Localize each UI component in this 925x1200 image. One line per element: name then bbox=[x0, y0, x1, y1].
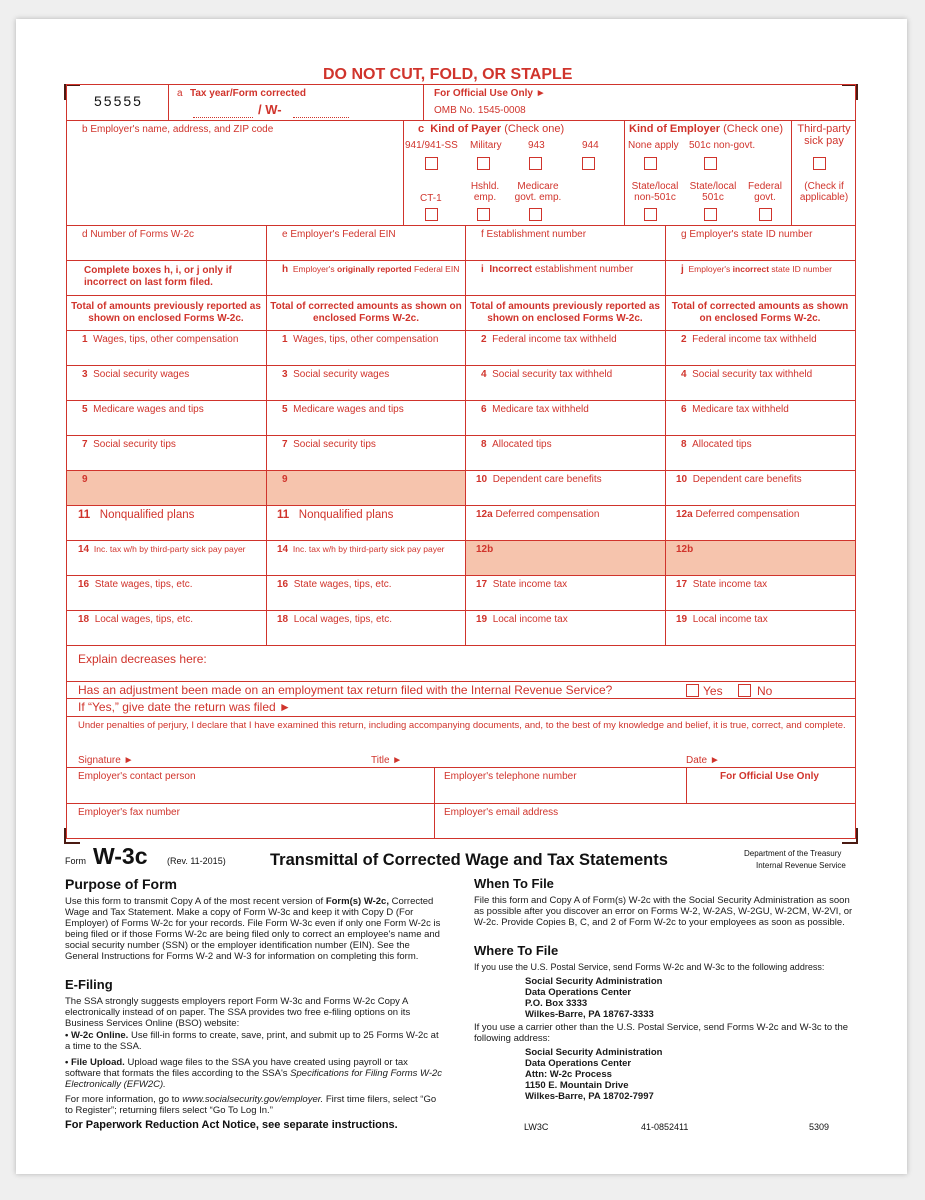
box-17-label bbox=[676, 579, 767, 590]
box-2-label bbox=[481, 334, 617, 345]
box-14-label bbox=[277, 544, 445, 555]
box-3-label bbox=[82, 369, 189, 380]
when-to-file-text: File this form and Copy A of Form(s) W-2c with the Social Security Administration as soon as possible after you discover an error on Forms W-2, W-2AS, W-2GU, W-2CM, W-2VI, or W-2c. Provide Copies B, C, and 2 of Form W-2c to your employees as soon as possible. bbox=[474, 895, 853, 928]
tax-year-dots bbox=[193, 117, 253, 118]
totals-previous-header: Total of amounts previously reported as shown on enclosed Forms W-2c. bbox=[71, 301, 261, 324]
box-3-text: Social security wages bbox=[293, 369, 390, 380]
efiling-more-info bbox=[65, 1094, 443, 1116]
box-12b-label bbox=[476, 544, 493, 555]
totals-previous-header: Total of amounts previously reported as shown on enclosed Forms W-2c. bbox=[470, 301, 660, 324]
box-11-number: 11 bbox=[78, 509, 91, 521]
carrier-instructions: If you use a carrier other than the U.S. Postal Service, send Forms W-2c and W-3c to the following address: bbox=[474, 1022, 849, 1044]
box-2-number: 2 bbox=[681, 334, 687, 345]
box-12a-text: Deferred compensation bbox=[495, 509, 600, 520]
dept-irs: Internal Revenue Service bbox=[756, 861, 846, 870]
box-18-label bbox=[277, 614, 392, 625]
box-2-label bbox=[681, 334, 817, 345]
yes-label: Yes bbox=[703, 684, 723, 698]
box-2-number: 2 bbox=[481, 334, 487, 345]
kind-of-employer-title: Kind of Employer bbox=[629, 123, 721, 135]
purpose-text-b: Corrected Wage and Tax Statement. Make a copy of Form W-3c and keep it with Copy D (For Employer) of Forms W-2c for your records. File Form W-3c even if only one Form W-2c is being filed or if those Forms W-2c are being filed only to correct an employee's name and social security number (SSN) or the employer identification number (EIN). See the General Instructions for Forms W-2 and W-3 for information on completing this form. bbox=[65, 896, 441, 962]
address-line: Wilkes-Barre, PA 18702-7997 bbox=[525, 1091, 654, 1102]
form-code: 55555 bbox=[94, 93, 143, 109]
box-9-shaded bbox=[67, 471, 266, 505]
contact-person-field[interactable] bbox=[70, 784, 430, 802]
payer-option-label: Medicare govt. emp. bbox=[514, 181, 562, 203]
payer-military-checkbox[interactable] bbox=[477, 157, 490, 170]
payer-option-label: Military bbox=[470, 140, 502, 151]
address-line: 1150 E. Mountain Drive bbox=[525, 1080, 629, 1091]
box-7-number: 7 bbox=[282, 439, 288, 450]
third-party-title: Third-party sick pay bbox=[797, 123, 851, 147]
box-9-label bbox=[282, 474, 288, 485]
box-9-number: 9 bbox=[82, 474, 88, 485]
box-19-text: Local income tax bbox=[492, 614, 568, 625]
box-18-number: 18 bbox=[78, 614, 90, 625]
box-g-label: g Employer's state ID number bbox=[681, 229, 813, 240]
payer-option-label: Hshld. emp. bbox=[470, 181, 500, 203]
usps-address bbox=[525, 976, 662, 1020]
address-line: P.O. Box 3333 bbox=[525, 998, 588, 1009]
efiling-heading: E-Filing bbox=[65, 977, 113, 992]
box-10-number: 10 bbox=[476, 474, 488, 485]
payer-option-label: 943 bbox=[528, 140, 545, 151]
box-4-number: 4 bbox=[481, 369, 487, 380]
totals-corrected-header: Total of corrected amounts as shown on enclosed Forms W-2c. bbox=[671, 301, 849, 324]
title-label: Title ► bbox=[371, 755, 403, 766]
box-10-number: 10 bbox=[676, 474, 688, 485]
email-label: Employer's email address bbox=[444, 807, 559, 818]
box-16-number: 16 bbox=[277, 579, 289, 590]
box-f-label: f Establishment number bbox=[481, 229, 587, 240]
employer-state-non501c-checkbox[interactable] bbox=[644, 208, 657, 221]
box-11-text: Nonqualified plans bbox=[298, 509, 394, 521]
purpose-text bbox=[65, 896, 443, 962]
kind-of-payer-title: Kind of Payer bbox=[430, 123, 502, 135]
box-h-tail: Federal EIN bbox=[414, 264, 460, 274]
form-word: Form bbox=[65, 856, 86, 866]
date-label: Date ► bbox=[686, 755, 720, 766]
usps-instructions: If you use the U.S. Postal Service, send Forms W-2c and W-3c to the following address: bbox=[474, 962, 825, 972]
box-8-number: 8 bbox=[681, 439, 687, 450]
carrier-address bbox=[525, 1047, 662, 1102]
box-2-text: Federal income tax withheld bbox=[492, 334, 617, 345]
box-18-text: Local wages, tips, etc. bbox=[293, 614, 393, 625]
kind-of-payer-heading bbox=[418, 123, 564, 135]
adjustment-yes-checkbox[interactable] bbox=[686, 684, 699, 697]
box-3-number: 3 bbox=[282, 369, 288, 380]
box-5-label bbox=[82, 404, 204, 415]
kind-of-employer-heading bbox=[629, 123, 783, 135]
box-3-text: Social security wages bbox=[93, 369, 190, 380]
payer-medicare-checkbox[interactable] bbox=[529, 208, 542, 221]
box-h-text: Employer's bbox=[292, 264, 335, 274]
efiling-bullet-2-bold: • File Upload. bbox=[65, 1057, 125, 1068]
box-10-text: Dependent care benefits bbox=[692, 474, 802, 485]
contact-person-label: Employer's contact person bbox=[78, 771, 196, 782]
box-4-number: 4 bbox=[681, 369, 687, 380]
box-7-label bbox=[82, 439, 176, 450]
box-17-label bbox=[476, 579, 567, 590]
totals-corrected-header: Total of corrected amounts as shown on enclosed Forms W-2c. bbox=[270, 301, 462, 324]
employer-option-label: State/local 501c bbox=[689, 181, 737, 203]
box-16-label bbox=[78, 579, 193, 590]
box-17-number: 17 bbox=[476, 579, 488, 590]
employer-none-checkbox[interactable] bbox=[644, 157, 657, 170]
paperwork-notice: For Paperwork Reduction Act Notice, see separate instructions. bbox=[65, 1119, 398, 1131]
purpose-text-a: Use this form to transmit Copy A of the most recent version of bbox=[65, 896, 326, 907]
box-2-text: Federal income tax withheld bbox=[692, 334, 817, 345]
box-j-text: Employer's bbox=[688, 264, 731, 274]
address-line: Wilkes-Barre, PA 18767-3333 bbox=[525, 1009, 654, 1020]
box-7-text: Social security tips bbox=[293, 439, 376, 450]
box-6-label bbox=[681, 404, 789, 415]
employer-name-label: b Employer's name, address, and ZIP code bbox=[82, 124, 274, 135]
box-5-label bbox=[282, 404, 404, 415]
explain-decreases-label: Explain decreases here: bbox=[78, 652, 207, 666]
box-12b-shaded bbox=[466, 541, 665, 575]
box-16-text: State wages, tips, etc. bbox=[94, 579, 193, 590]
efiling-bullet-2-italic: Specifications for Filing Forms W-2c Electronically (EFW2C). bbox=[65, 1068, 443, 1090]
box-19-number: 19 bbox=[476, 614, 488, 625]
tax-year-letter: a bbox=[177, 88, 183, 99]
employer-option-label: State/local non-501c bbox=[631, 181, 679, 203]
perjury-statement: Under penalties of perjury, I declare that I have examined this return, including accompanying documents, and, to the best of my knowledge and belief, it is true, correct, and complete. bbox=[78, 720, 846, 731]
box-h-letter: h bbox=[282, 264, 289, 275]
complete-boxes-note: Complete boxes h, i, or j only if incorrect on last form filed. bbox=[84, 265, 232, 288]
payer-941-checkbox[interactable] bbox=[425, 157, 438, 170]
official-use-label-2: For Official Use Only bbox=[720, 771, 819, 782]
box-9-label bbox=[82, 474, 88, 485]
box-j-label bbox=[681, 264, 832, 275]
footer-code-5309: 5309 bbox=[809, 1122, 830, 1132]
date-field[interactable] bbox=[724, 752, 849, 766]
box-h-bold: originally reported bbox=[337, 264, 412, 274]
box-1-label bbox=[82, 334, 238, 345]
box-8-text: Allocated tips bbox=[492, 439, 552, 450]
box-i-letter: i bbox=[481, 264, 484, 275]
efiling-intro: The SSA strongly suggests employers report Form W-3c and Forms W-2c Copy A electronically instead of on paper. The SSA provides two free e-filing options on its Business Services Online (BSO) website: bbox=[65, 996, 411, 1029]
box-16-text: State wages, tips, etc. bbox=[293, 579, 392, 590]
box-16-label bbox=[277, 579, 392, 590]
efiling-bullet-1-text: Use fill-in forms to create, save, print, and submit up to 25 Forms W-2c at a time to the SSA. bbox=[65, 1030, 439, 1052]
box-8-text: Allocated tips bbox=[692, 439, 752, 450]
box-i-label bbox=[481, 264, 633, 275]
no-label: No bbox=[757, 684, 773, 698]
efiling-more-text-b: First time filers, select “Go to Register”; returning filers select “Go To Log In.” bbox=[65, 1094, 437, 1116]
employer-name-field[interactable] bbox=[70, 138, 400, 222]
efiling-more-text-a: For more information, go to bbox=[65, 1094, 183, 1105]
box-3-label bbox=[282, 369, 389, 380]
box-19-label bbox=[676, 614, 768, 625]
box-6-number: 6 bbox=[481, 404, 487, 415]
address-line: Attn: W-2c Process bbox=[525, 1069, 612, 1080]
box-12b-label bbox=[676, 544, 693, 555]
box-11-label bbox=[78, 509, 194, 521]
box-12b-shaded bbox=[666, 541, 855, 575]
omb-number: OMB No. 1545-0008 bbox=[434, 105, 526, 116]
payer-ct1-checkbox[interactable] bbox=[425, 208, 438, 221]
payer-option-label: CT-1 bbox=[420, 193, 442, 204]
box-14-number: 14 bbox=[277, 544, 289, 555]
adjustment-question: Has an adjustment been made on an employment tax return filed with the Internal Revenue Service? bbox=[78, 683, 613, 697]
box-8-label bbox=[681, 439, 752, 450]
box-18-text: Local wages, tips, etc. bbox=[94, 614, 194, 625]
box-18-label bbox=[78, 614, 193, 625]
box-12b-number: 12b bbox=[676, 544, 694, 555]
box-14-text: Inc. tax w/h by third-party sick pay payer bbox=[93, 544, 246, 554]
box-j-tail: state ID number bbox=[771, 264, 832, 274]
email-field[interactable] bbox=[438, 819, 850, 837]
efiling-bullet-1 bbox=[65, 1030, 443, 1052]
title-field[interactable] bbox=[410, 752, 670, 766]
box-19-label bbox=[476, 614, 568, 625]
form-revision: (Rev. 11-2015) bbox=[167, 856, 226, 866]
box-12a-label bbox=[476, 509, 599, 520]
box-10-label bbox=[476, 474, 602, 485]
footer-code-number: 41-0852411 bbox=[641, 1122, 689, 1132]
employer-website-link[interactable]: www.socialsecurity.gov/employer. bbox=[182, 1094, 324, 1105]
box-14-text: Inc. tax w/h by third-party sick pay payer bbox=[292, 544, 445, 554]
box-12b-number: 12b bbox=[476, 544, 494, 555]
kind-of-employer-note: (Check one) bbox=[723, 123, 784, 135]
box-5-number: 5 bbox=[82, 404, 88, 415]
payer-option-label: 941/941-SS bbox=[405, 140, 458, 151]
box-1-text: Wages, tips, other compensation bbox=[93, 334, 239, 345]
when-to-file-heading: When To File bbox=[474, 876, 554, 891]
telephone-label: Employer's telephone number bbox=[444, 771, 577, 782]
box-6-number: 6 bbox=[681, 404, 687, 415]
box-4-text: Social security tax withheld bbox=[692, 369, 813, 380]
where-to-file-heading: Where To File bbox=[474, 943, 559, 958]
address-line: Data Operations Center bbox=[525, 1058, 632, 1069]
box-4-label bbox=[481, 369, 612, 380]
signature-label: Signature ► bbox=[78, 755, 134, 766]
box-14-number: 14 bbox=[78, 544, 90, 555]
box-11-text: Nonqualified plans bbox=[99, 509, 195, 521]
box-d-label: d Number of Forms W-2c bbox=[82, 229, 195, 240]
efiling-bullet-2-text: Upload wage files to the SSA you have created using payroll or tax software that formats the files according to the SSA's bbox=[65, 1057, 408, 1079]
box-j-bold: incorrect bbox=[732, 264, 770, 274]
official-use-label: For Official Use Only ► bbox=[434, 88, 546, 99]
form-title: Transmittal of Corrected Wage and Tax Statements bbox=[270, 851, 668, 869]
payer-option-label: 944 bbox=[582, 140, 599, 151]
purpose-heading: Purpose of Form bbox=[65, 876, 178, 892]
box-3-number: 3 bbox=[82, 369, 88, 380]
box-e-label: e Employer's Federal EIN bbox=[282, 229, 396, 240]
box-17-text: State income tax bbox=[692, 579, 768, 590]
employer-option-label: None apply bbox=[628, 140, 679, 151]
fax-label: Employer's fax number bbox=[78, 807, 180, 818]
box-6-label bbox=[481, 404, 589, 415]
box-10-label bbox=[676, 474, 802, 485]
box-4-text: Social security tax withheld bbox=[492, 369, 613, 380]
address-line: Social Security Administration bbox=[525, 1047, 663, 1058]
box-19-number: 19 bbox=[676, 614, 688, 625]
box-12a-number: 12a bbox=[676, 509, 693, 520]
kind-of-payer-letter: c bbox=[418, 123, 425, 135]
box-5-text: Medicare wages and tips bbox=[93, 404, 204, 415]
adjustment-no-checkbox[interactable] bbox=[738, 684, 751, 697]
form-corrected-dots bbox=[293, 117, 349, 118]
box-12a-text: Deferred compensation bbox=[695, 509, 800, 520]
kind-of-payer-note: (Check one) bbox=[504, 123, 565, 135]
box-9-shaded bbox=[267, 471, 465, 505]
box-12a-label bbox=[676, 509, 799, 520]
fax-field[interactable] bbox=[70, 819, 430, 837]
employer-option-label: Federal govt. bbox=[748, 181, 782, 203]
box-6-text: Medicare tax withheld bbox=[692, 404, 789, 415]
box-12a-number: 12a bbox=[476, 509, 493, 520]
if-yes-date-label: If “Yes,” give date the return was filed ► bbox=[78, 700, 291, 714]
box-1-text: Wages, tips, other compensation bbox=[293, 334, 439, 345]
payer-hshld-checkbox[interactable] bbox=[477, 208, 490, 221]
box-i-tail: establishment number bbox=[534, 264, 634, 275]
box-18-number: 18 bbox=[277, 614, 289, 625]
employer-federal-checkbox[interactable] bbox=[759, 208, 772, 221]
address-line: Data Operations Center bbox=[525, 987, 632, 998]
third-party-note: (Check if applicable) bbox=[799, 181, 849, 203]
form-name: W-3c bbox=[93, 843, 148, 869]
dept-treasury: Department of the Treasury bbox=[744, 849, 842, 858]
box-i-bold: Incorrect bbox=[489, 264, 533, 275]
box-1-label bbox=[282, 334, 438, 345]
box-4-label bbox=[681, 369, 812, 380]
box-h-label bbox=[282, 264, 459, 275]
third-party-checkbox[interactable] bbox=[813, 157, 826, 170]
box-11-number: 11 bbox=[277, 509, 290, 521]
employer-state-501c-checkbox[interactable] bbox=[704, 208, 717, 221]
box-7-label bbox=[282, 439, 376, 450]
box-8-number: 8 bbox=[481, 439, 487, 450]
box-7-text: Social security tips bbox=[93, 439, 176, 450]
efiling-bullet-2 bbox=[65, 1057, 443, 1090]
signature-field[interactable] bbox=[140, 752, 360, 766]
payer-943-checkbox[interactable] bbox=[529, 157, 542, 170]
efiling-bullet-1-bold: • W-2c Online. bbox=[65, 1030, 129, 1041]
employer-501c-checkbox[interactable] bbox=[704, 157, 717, 170]
address-line: Social Security Administration bbox=[525, 976, 663, 987]
box-1-number: 1 bbox=[282, 334, 288, 345]
box-19-text: Local income tax bbox=[692, 614, 768, 625]
payer-944-checkbox[interactable] bbox=[582, 157, 595, 170]
tax-year-label: Tax year/Form corrected bbox=[190, 88, 306, 99]
box-j-letter: j bbox=[681, 264, 684, 275]
telephone-field[interactable] bbox=[438, 784, 682, 802]
employer-option-label: 501c non-govt. bbox=[689, 140, 756, 151]
box-7-number: 7 bbox=[82, 439, 88, 450]
box-9-number: 9 bbox=[282, 474, 288, 485]
purpose-text-bold: Form(s) W-2c, bbox=[325, 896, 389, 907]
box-1-number: 1 bbox=[82, 334, 88, 345]
box-16-number: 16 bbox=[78, 579, 90, 590]
do-not-cut-header: DO NOT CUT, FOLD, OR STAPLE bbox=[323, 66, 573, 83]
box-10-text: Dependent care benefits bbox=[492, 474, 602, 485]
tax-year-field[interactable]: / W- bbox=[258, 102, 282, 117]
box-5-text: Medicare wages and tips bbox=[293, 404, 404, 415]
box-14-label bbox=[78, 544, 246, 555]
box-17-number: 17 bbox=[676, 579, 688, 590]
box-11-label bbox=[277, 509, 393, 521]
box-8-label bbox=[481, 439, 552, 450]
box-17-text: State income tax bbox=[492, 579, 568, 590]
box-6-text: Medicare tax withheld bbox=[492, 404, 589, 415]
box-5-number: 5 bbox=[282, 404, 288, 415]
footer-code-lw3c: LW3C bbox=[524, 1122, 549, 1132]
